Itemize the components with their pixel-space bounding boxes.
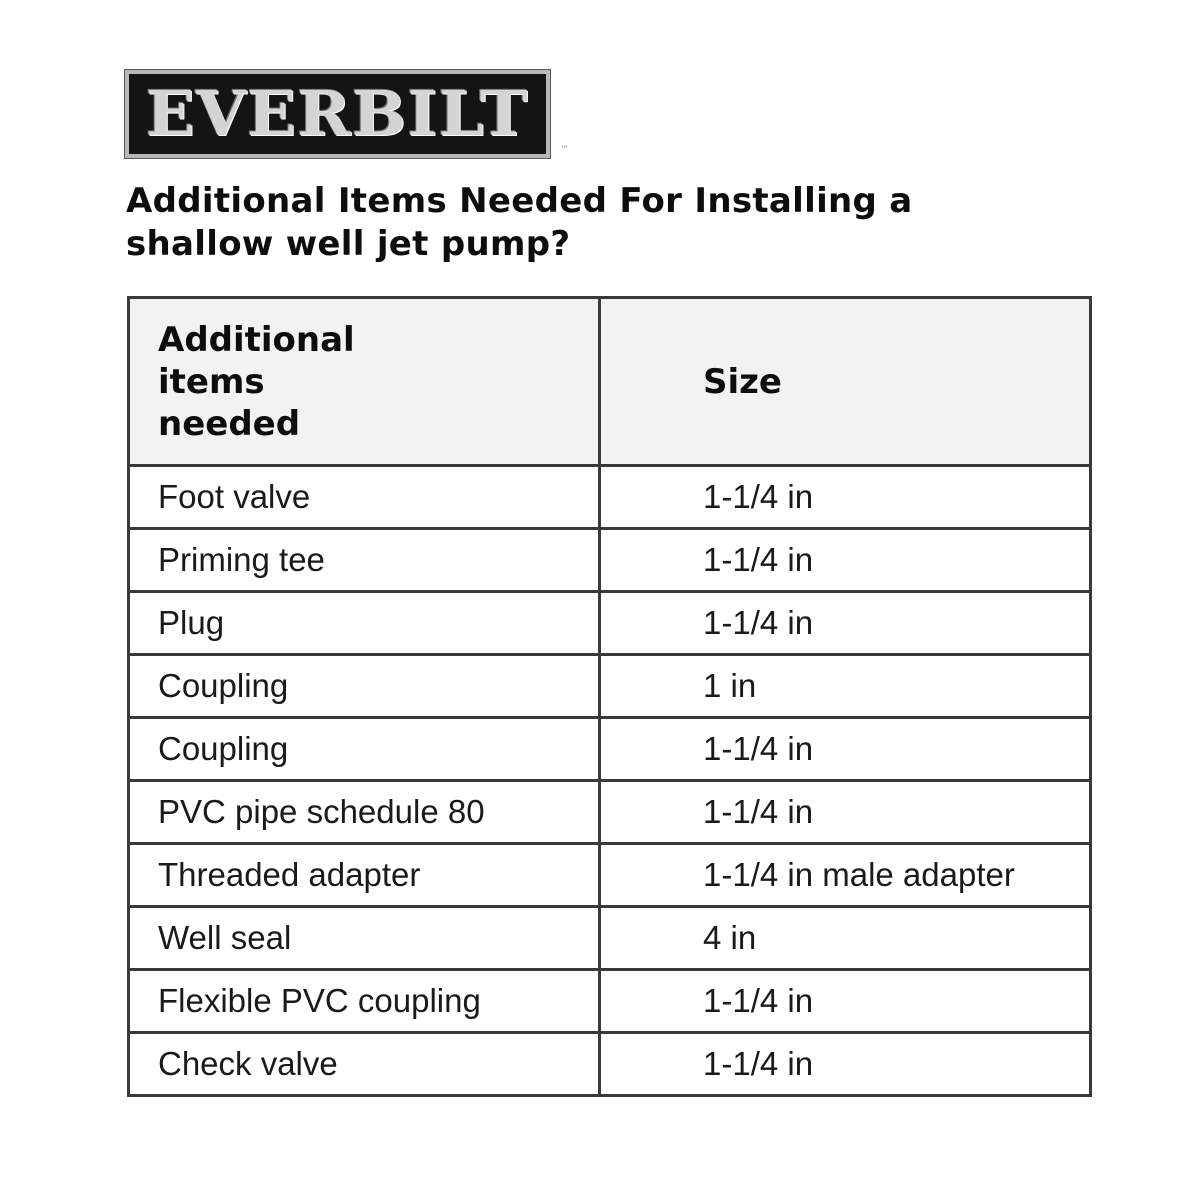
item-cell: PVC pipe schedule 80 <box>129 781 600 844</box>
header-size: Size <box>600 298 1091 466</box>
item-cell: Threaded adapter <box>129 844 600 907</box>
item-cell: Coupling <box>129 655 600 718</box>
table-header-row <box>129 298 1091 466</box>
table-row <box>129 907 1091 970</box>
item-cell: Foot valve <box>129 466 600 529</box>
table-row <box>129 781 1091 844</box>
header-items-needed <box>129 298 600 466</box>
header-items-line: needed <box>158 403 301 444</box>
size-cell: 1-1/4 in <box>600 529 1091 592</box>
trademark-symbol: ™ <box>560 145 569 155</box>
table-row <box>129 718 1091 781</box>
table-row <box>129 970 1091 1033</box>
size-cell: 4 in <box>600 907 1091 970</box>
item-cell: Priming tee <box>129 529 600 592</box>
item-cell: Check valve <box>129 1033 600 1096</box>
item-cell: Well seal <box>129 907 600 970</box>
size-cell: 1-1/4 in <box>600 466 1091 529</box>
table-row <box>129 466 1091 529</box>
item-cell: Flexible PVC coupling <box>129 970 600 1033</box>
size-cell: 1-1/4 in <box>600 970 1091 1033</box>
size-cell: 1-1/4 in <box>600 592 1091 655</box>
item-cell: Plug <box>129 592 600 655</box>
table-row <box>129 844 1091 907</box>
table-row <box>129 592 1091 655</box>
table-row <box>129 655 1091 718</box>
everbilt-logo-badge <box>125 70 550 158</box>
items-table <box>127 296 1092 1097</box>
size-cell: 1-1/4 in <box>600 1033 1091 1096</box>
size-cell: 1 in <box>600 655 1091 718</box>
page-title: Additional Items Needed For Installing a shallow well jet pump? <box>126 181 913 264</box>
logo-text: EVERBILT <box>146 77 529 150</box>
table-row <box>129 1033 1091 1096</box>
item-cell: Coupling <box>129 718 600 781</box>
size-cell: 1-1/4 in <box>600 718 1091 781</box>
brand-logo <box>125 70 550 158</box>
size-cell: 1-1/4 in male adapter <box>600 844 1091 907</box>
header-items-line: items <box>158 361 265 402</box>
table-row <box>129 529 1091 592</box>
header-items-line: Additional <box>158 319 355 360</box>
size-cell: 1-1/4 in <box>600 781 1091 844</box>
